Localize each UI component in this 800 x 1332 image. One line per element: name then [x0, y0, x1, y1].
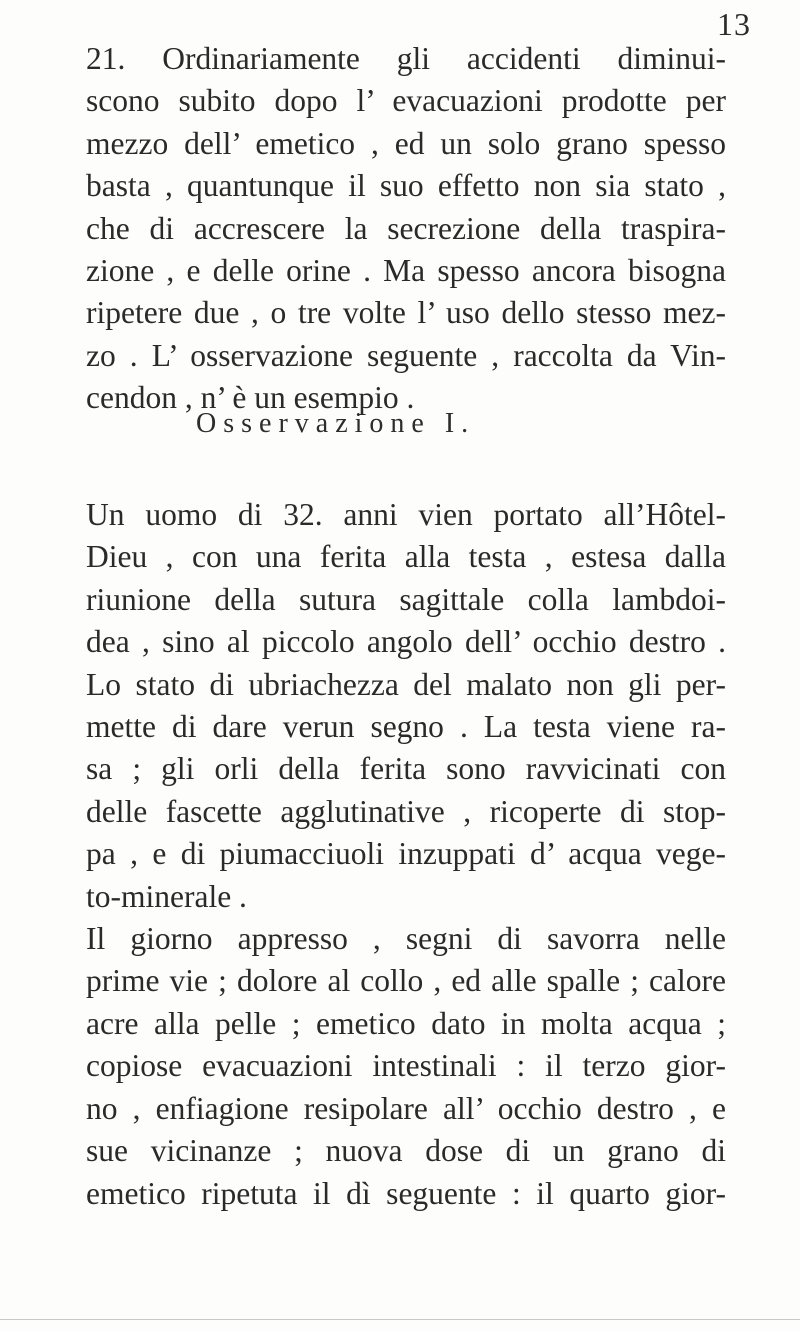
text-line: mette di dare verun segno . La testa viene ra- [86, 709, 726, 745]
text-line: delle fascette agglutinative , ricoperte di stop- [86, 793, 726, 829]
text-line: che di accrescere la secrezione della traspira- [86, 210, 726, 246]
text-line: Lo stato di ubriachezza del malato non gli per- [86, 666, 726, 702]
text-line: sue vicinanze ; nuova dose di un grano di [86, 1133, 726, 1169]
text-line: copiose evacuazioni intestinali : il terzo gior- [86, 1048, 726, 1084]
text-line: Dieu , con una ferita alla testa , estesa dalla [86, 539, 726, 575]
text-line: riunione della sutura sagittale colla lambdoi- [86, 581, 726, 617]
text-line: zione , e delle orine . Ma spesso ancora bisogna [86, 253, 726, 289]
text-line: basta , quantunque il suo effetto non sia stato , [86, 168, 726, 204]
text-line: sa ; gli orli della ferita sono ravvicinati con [86, 751, 726, 787]
text-line: cendon , n’ è un esempio . [86, 380, 415, 416]
text-line: acre alla pelle ; emetico dato in molta acqua ; [86, 1005, 726, 1041]
paragraph-21 [86, 38, 726, 420]
text-line: no , enfiagione resipolare all’ occhio destro , e [86, 1090, 726, 1126]
text-line: mezzo dell’ emetico , ed un solo grano spesso [86, 125, 726, 161]
text-line: scono subito dopo l’ evacuazioni prodotte per [86, 83, 726, 119]
text-line: dea , sino al piccolo angolo dell’ occhio destro . [86, 624, 726, 660]
page-number: 13 [717, 6, 751, 42]
text-line: Il giorno appresso , segni di savorra nelle [86, 921, 726, 957]
text-line: prime vie ; dolore al collo , ed alle spalle ; calore [86, 963, 726, 999]
text-line: emetico ripetuta il dì seguente : il quarto gior- [86, 1175, 726, 1211]
observation-text [86, 494, 726, 1215]
section-heading: Osservazione I. [196, 408, 476, 439]
text-line: pa , e di piumacciuoli inzuppati d’ acqua vege- [86, 836, 726, 872]
text-line: Un uomo di 32. anni vien portato all’Hôtel- [86, 497, 726, 532]
text-line: to-minerale . [86, 878, 247, 914]
text-line: 21. Ordinariamente gli accidenti diminui- [86, 41, 726, 76]
text-line: ripetere due , o tre volte l’ uso dello stesso mez- [86, 295, 726, 331]
page-edge-divider [0, 1319, 800, 1320]
text-line: zo . L’ osservazione seguente , raccolta da Vin- [86, 337, 726, 373]
